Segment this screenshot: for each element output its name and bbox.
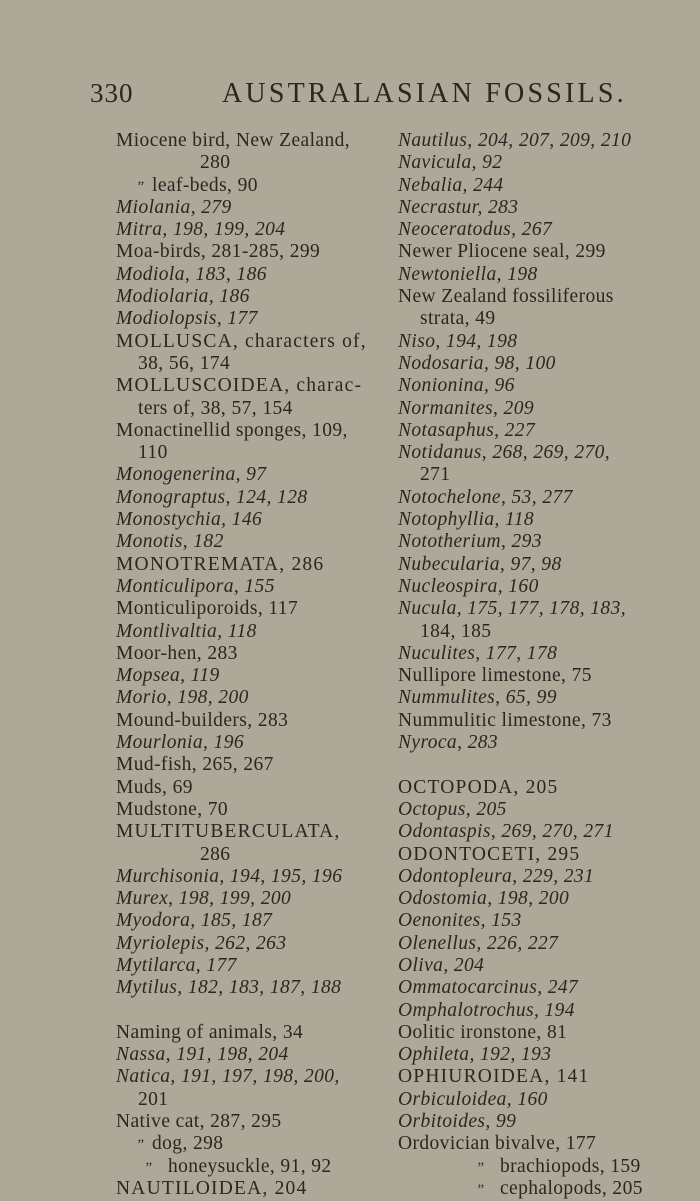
index-entry-text: 38, 56, 174 <box>138 352 231 374</box>
index-entry-text: 184, 185 <box>420 620 492 642</box>
index-entry <box>116 665 366 687</box>
index-entry <box>398 598 678 620</box>
index-entry <box>116 286 366 308</box>
index-entry-text: Montlivaltia, 118 <box>116 620 257 642</box>
running-title: AUSTRALASIAN FOSSILS. <box>222 78 627 109</box>
index-entry <box>398 977 678 999</box>
index-entry <box>398 509 678 531</box>
index-entry-text: Ordovician bivalve, 177 <box>398 1133 597 1155</box>
index-entry-text: Navicula, 92 <box>398 152 503 174</box>
index-entry <box>116 598 366 620</box>
index-entry-text: New Zealand fossiliferous <box>398 286 614 308</box>
index-entry <box>116 308 366 330</box>
index-entry-text: 271 <box>420 464 451 486</box>
index-entry-text: Moor-hen, 283 <box>116 642 238 664</box>
index-entry-text: Nullipore limestone, 75 <box>398 665 592 687</box>
index-entry <box>398 487 678 509</box>
index-column-right <box>398 130 678 1200</box>
index-entry-text: OPHIUROIDEA, 141 <box>398 1066 590 1088</box>
index-entry <box>116 933 366 955</box>
index-entry-text: Notasaphus, 227 <box>398 419 536 441</box>
index-entry <box>398 197 678 219</box>
ditto-mark: ” <box>137 1137 145 1154</box>
index-entry-text: MULTITUBERCULATA, <box>116 821 341 843</box>
index-entry <box>398 955 678 977</box>
index-entry <box>116 821 366 843</box>
index-entry-text: Olenellus, 226, 227 <box>398 932 559 954</box>
index-entry-text: cephalopods, 205 <box>500 1177 643 1199</box>
index-entry-text: Nyroca, 283 <box>398 732 499 754</box>
index-entry <box>116 687 366 709</box>
index-entry <box>116 1111 366 1133</box>
index-entry-text: Nubecularia, 97, 98 <box>398 553 562 575</box>
index-entry <box>116 1044 366 1066</box>
index-entry <box>398 1178 678 1200</box>
index-entry-text: Newer Pliocene seal, 299 <box>398 241 606 263</box>
index-entry <box>398 420 678 442</box>
index-entry-text: Modiolopsis, 177 <box>116 308 258 330</box>
index-entry <box>116 955 366 977</box>
index-entry-text: Nucula, 175, 177, 178, 183, <box>398 598 627 620</box>
index-entry-text: Monactinellid sponges, 109, <box>116 419 348 441</box>
index-entry-text: Oolitic ironstone, 81 <box>398 1021 568 1043</box>
index-entry <box>398 821 678 843</box>
index-entry-continuation <box>116 1089 366 1111</box>
index-entry <box>116 754 366 776</box>
ditto-mark: ” <box>145 1159 153 1176</box>
index-entry <box>398 777 678 799</box>
index-entry <box>398 375 678 397</box>
ditto-mark: ” <box>477 1181 485 1198</box>
index-entry <box>116 1156 366 1178</box>
index-entry-text: leaf-beds, 90 <box>152 174 258 196</box>
index-entry-text: Odostomia, 198, 200 <box>398 888 570 910</box>
index-entry-text: Mitra, 198, 199, 204 <box>116 219 286 241</box>
index-entry-text: Notochelone, 53, 277 <box>398 486 573 508</box>
index-entry <box>116 643 366 665</box>
index-entry-text: Orbiculoidea, 160 <box>398 1088 548 1110</box>
index-entry-continuation <box>116 152 366 174</box>
index-entry-text: Nassa, 191, 198, 204 <box>116 1044 289 1066</box>
index-entry <box>398 286 678 308</box>
index-entry-text: MOLLUSCA, characters of, <box>116 330 367 352</box>
index-entry <box>116 331 366 353</box>
index-entry <box>116 554 366 576</box>
index-entry-text: Modiola, 183, 186 <box>116 263 267 285</box>
index-entry-text: Necrastur, 283 <box>398 196 519 218</box>
index-entry <box>398 1066 678 1088</box>
index-entry-text: Notophyllia, 118 <box>398 509 535 531</box>
index-entry <box>398 799 678 821</box>
index-entry <box>116 910 366 932</box>
index-entry-text: Murex, 198, 199, 200 <box>116 888 292 910</box>
index-entry-text: Monticulipora, 155 <box>116 575 275 597</box>
index-entry-text: Nummulites, 65, 99 <box>398 687 557 709</box>
index-entry <box>398 910 678 932</box>
index-entry <box>116 531 366 553</box>
index-entry-text: Muds, 69 <box>116 776 193 798</box>
index-entry <box>398 219 678 241</box>
index-entry <box>398 687 678 709</box>
index-entry-text: Nonionina, 96 <box>398 375 515 397</box>
index-entry-text: 280 <box>200 152 231 174</box>
index-entry <box>116 799 366 821</box>
index-entry-text: MOLLUSCOIDEA, charac- <box>116 375 363 397</box>
index-entry-text: brachiopods, 159 <box>500 1155 641 1177</box>
index-entry-text: Newtoniella, 198 <box>398 263 538 285</box>
index-entry <box>398 888 678 910</box>
index-entry <box>116 219 366 241</box>
index-entry <box>116 1066 366 1088</box>
index-entry-text: ODONTOCETI, 295 <box>398 843 581 865</box>
index-entry-text: Oliva, 204 <box>398 954 485 976</box>
index-entry-text: Miocene bird, New Zealand, <box>116 130 351 151</box>
index-entry <box>116 732 366 754</box>
index-entry-text: Nucleospira, 160 <box>398 575 539 597</box>
index-entry <box>116 576 366 598</box>
index-entry-text: Monograptus, 124, 128 <box>116 486 308 508</box>
page-number: 330 <box>90 78 134 108</box>
index-entry <box>398 844 678 866</box>
index-entry <box>398 1089 678 1111</box>
index-entry <box>116 264 366 286</box>
index-entry <box>116 175 366 197</box>
index-entry-text: Niso, 194, 198 <box>398 330 518 352</box>
index-entry <box>116 130 366 152</box>
index-entry-text: Modiolaria, 186 <box>116 286 250 308</box>
index-entry <box>398 643 678 665</box>
ditto-mark: ” <box>137 178 145 195</box>
index-entry-text: Moa-birds, 281-285, 299 <box>116 241 321 263</box>
index-entry-text: Monostychia, 146 <box>116 509 263 531</box>
index-entry-text: Mytilarca, 177 <box>116 954 237 976</box>
index-entry <box>116 487 366 509</box>
index-entry-continuation <box>116 442 366 464</box>
index-entry-text: Odontaspis, 269, 270, 271 <box>398 821 614 843</box>
index-entry <box>116 509 366 531</box>
ditto-mark: ” <box>477 1159 485 1176</box>
index-entry <box>398 442 678 464</box>
index-entry-text: Omphalotrochus, 194 <box>398 999 575 1021</box>
index-entry-text: Ophileta, 192, 193 <box>398 1044 552 1066</box>
index-entry-text: Myodora, 185, 187 <box>116 910 273 932</box>
index-entry-text: 201 <box>138 1088 169 1110</box>
index-entry-text: Myriolepis, 262, 263 <box>116 932 287 954</box>
index-entry <box>116 621 366 643</box>
index-entry <box>398 1000 678 1022</box>
index-entry <box>398 398 678 420</box>
index-entry-text: Normanites, 209 <box>398 397 535 419</box>
index-entry <box>116 420 366 442</box>
index-entry <box>398 866 678 888</box>
index-entry <box>116 777 366 799</box>
index-entry <box>116 977 366 999</box>
index-entry-text: Mound-builders, 283 <box>116 709 289 731</box>
index-entry <box>398 175 678 197</box>
index-entry-text: Nodosaria, 98, 100 <box>398 352 556 374</box>
index-entry-text: Nebalia, 244 <box>398 174 504 196</box>
index-entry-continuation <box>116 844 366 866</box>
index-entry-text: OCTOPODA, 205 <box>398 776 559 798</box>
index-entry-text: dog, 298 <box>152 1133 224 1155</box>
index-entry-text: Octopus, 205 <box>398 798 507 820</box>
index-entry-text: Monotis, 182 <box>116 531 224 553</box>
index-entry-text: Odontopleura, 229, 231 <box>398 865 595 887</box>
index-entry-text: Mourlonia, 196 <box>116 732 245 754</box>
index-entry-text: MONOTREMATA, 286 <box>116 553 325 575</box>
index-entry-text: Ommatocarcinus, 247 <box>398 977 579 999</box>
index-entry-text: Mytilus, 182, 183, 187, 188 <box>116 977 342 999</box>
index-entry <box>398 1156 678 1178</box>
index-entry-text: Mudstone, 70 <box>116 798 229 820</box>
index-entry-continuation <box>398 308 678 330</box>
index-entry-text: Monogenerina, 97 <box>116 464 267 486</box>
index-entry <box>116 1022 366 1044</box>
index-entry <box>116 375 366 397</box>
index-entry <box>398 576 678 598</box>
page-header <box>0 78 700 118</box>
index-entry <box>398 130 678 152</box>
index-entry-text: Nuculites, 177, 178 <box>398 642 558 664</box>
index-entry-continuation <box>398 621 678 643</box>
index-entry-text: Native cat, 287, 295 <box>116 1111 282 1133</box>
index-entry-text: Notidanus, 268, 269, 270, <box>398 442 611 464</box>
index-entry <box>116 241 366 263</box>
index-entry-continuation <box>116 398 366 420</box>
index-entry-text: Nototherium, 293 <box>398 531 542 553</box>
section-gap <box>116 1000 366 1022</box>
index-entry-text: Natica, 191, 197, 198, 200, <box>116 1066 340 1088</box>
index-entry <box>116 464 366 486</box>
index-entry-text: Neoceratodus, 267 <box>398 219 553 241</box>
index-entry-text: Oenonites, 153 <box>398 910 522 932</box>
index-entry-continuation <box>398 464 678 486</box>
index-entry <box>398 152 678 174</box>
index-entry-text: Mopsea, 119 <box>116 665 220 687</box>
index-entry-text: Nummulitic limestone, 73 <box>398 709 612 731</box>
index-entry <box>398 665 678 687</box>
index-entry-text: Mud-fish, 265, 267 <box>116 754 274 776</box>
index-entry-text: 286 <box>200 843 231 865</box>
index-entry-text: Murchisonia, 194, 195, 196 <box>116 865 343 887</box>
index-entry-text: Miolania, 279 <box>116 196 232 218</box>
index-entry-text: Orbitoides, 99 <box>398 1111 517 1133</box>
index-entry <box>398 331 678 353</box>
index-entry <box>398 1022 678 1044</box>
index-entry <box>116 197 366 219</box>
index-entry-text: strata, 49 <box>420 308 496 330</box>
index-entry-text: Nautilus, 204, 207, 209, 210 <box>398 130 632 151</box>
index-entry-text: Morio, 198, 200 <box>116 687 249 709</box>
index-entry-continuation <box>116 353 366 375</box>
index-entry <box>398 1111 678 1133</box>
index-entry-text: Monticuliporoids, 117 <box>116 598 299 620</box>
index-entry <box>398 531 678 553</box>
index-entry <box>116 1133 366 1155</box>
index-entry <box>398 264 678 286</box>
index-entry-text: 110 <box>138 442 168 464</box>
section-gap <box>398 754 678 776</box>
index-entry <box>398 1044 678 1066</box>
index-entry <box>398 241 678 263</box>
index-entry <box>398 933 678 955</box>
index-entry <box>398 554 678 576</box>
index-entry-text: NAUTILOIDEA, 204 <box>116 1177 308 1199</box>
index-entry <box>116 710 366 732</box>
index-entry-text: Naming of animals, 34 <box>116 1021 304 1043</box>
index-entry-text: ters of, 38, 57, 154 <box>138 397 293 419</box>
index-entry <box>398 1133 678 1155</box>
index-column-left <box>116 130 366 1200</box>
index-entry-text: honeysuckle, 91, 92 <box>168 1155 332 1177</box>
index-entry <box>398 710 678 732</box>
index-entry <box>398 353 678 375</box>
index-entry <box>116 1178 366 1200</box>
index-entry <box>116 888 366 910</box>
index-entry <box>398 732 678 754</box>
index-entry <box>116 866 366 888</box>
